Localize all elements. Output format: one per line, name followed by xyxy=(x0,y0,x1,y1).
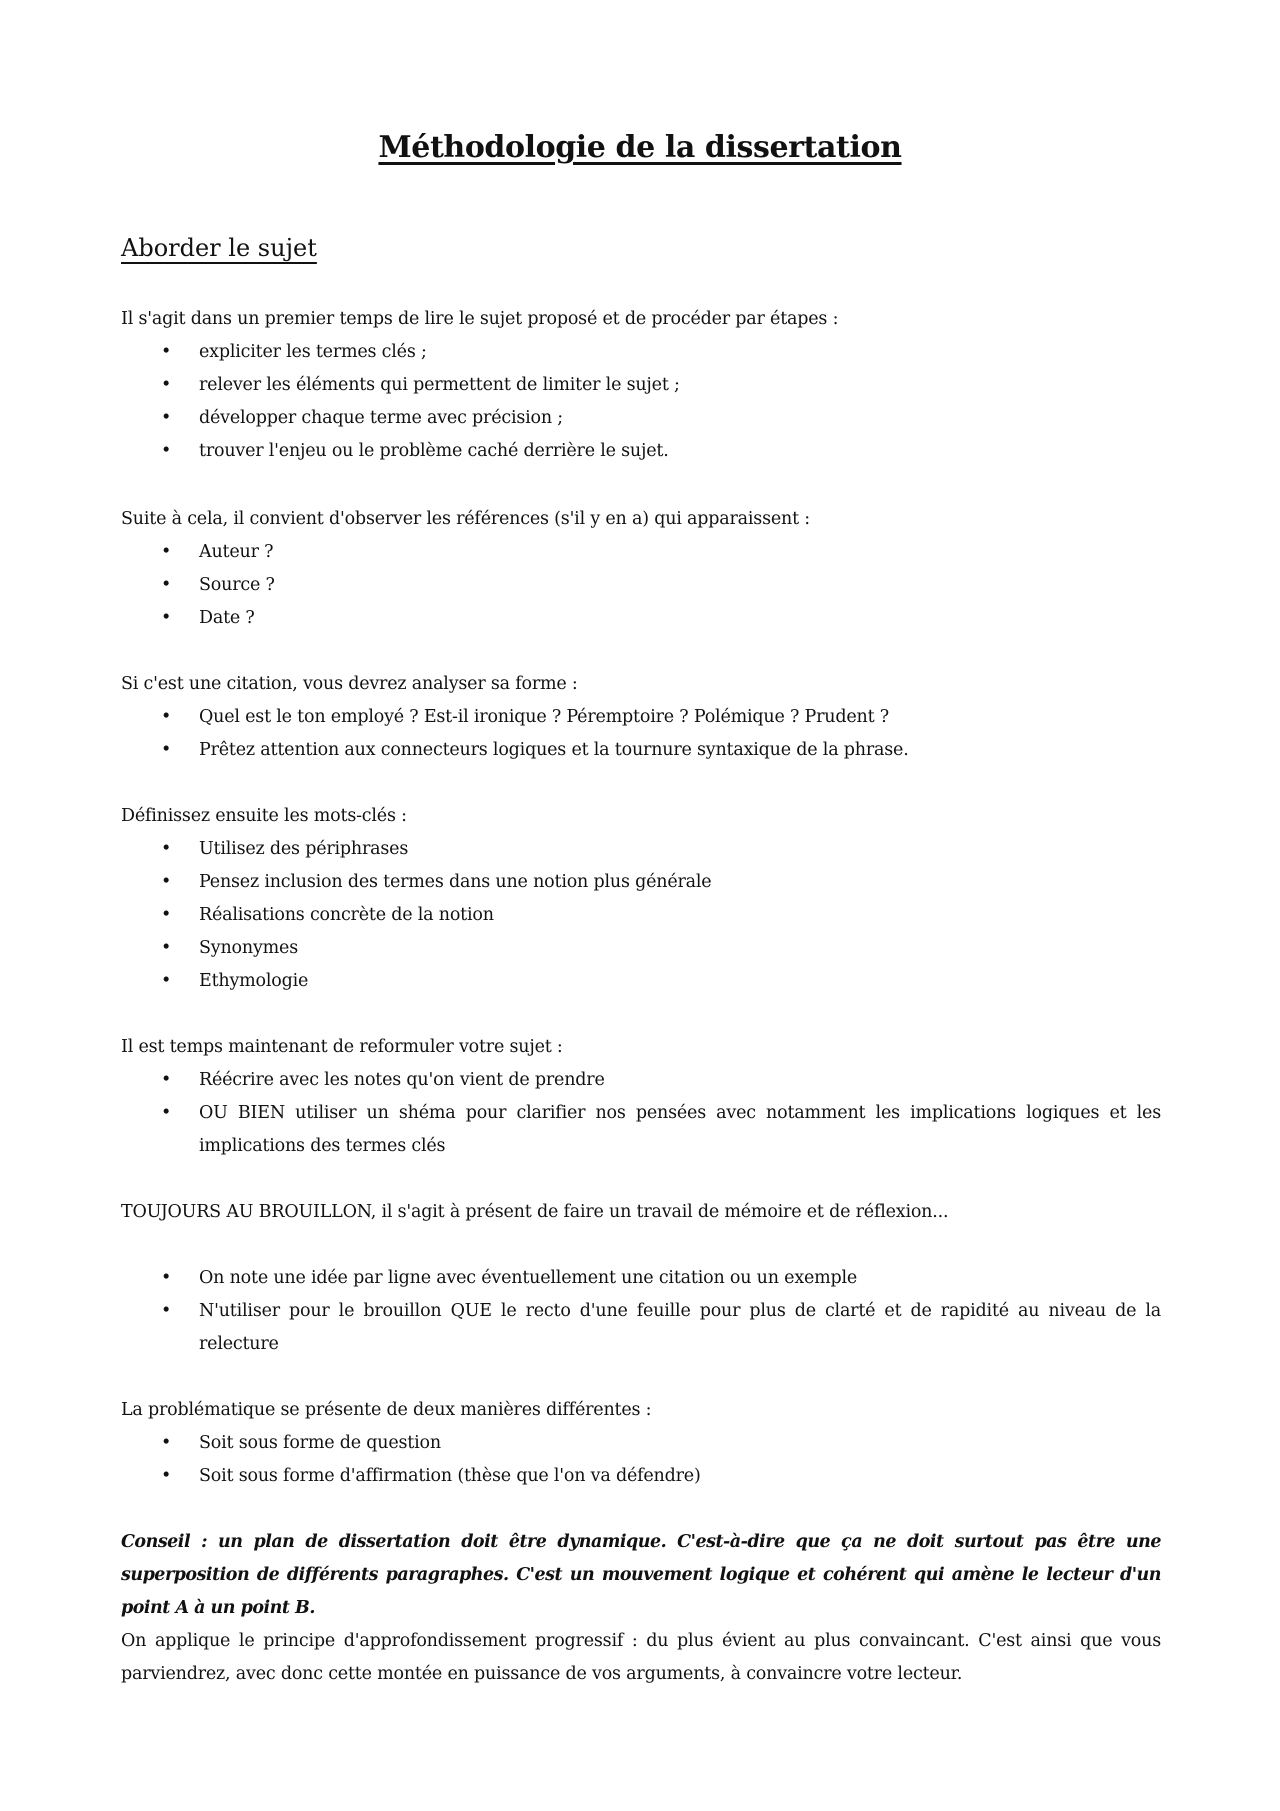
list-item: • Réalisations concrète de la notion xyxy=(121,899,1161,932)
list-item: • Date ? xyxy=(121,602,1161,635)
bullet-icon: • xyxy=(161,542,172,562)
closing-paragraph: On applique le principe d'approfondissement progressif : du plus évient au plus convaincant. C'est ainsi que vous parviendrez, avec donc cette montée en puissance de vos arguments, à convaincre votre lecteur. xyxy=(121,1631,1161,1684)
page-title-text: Méthodologie de la dissertation xyxy=(378,130,902,165)
bullet-icon: • xyxy=(161,938,172,958)
bullet-icon: • xyxy=(161,408,172,428)
block-intro: La problématique se présente de deux manières différentes : xyxy=(121,1400,652,1420)
bullet-icon: • xyxy=(161,608,172,628)
list-item: • Prêtez attention aux connecteurs logiques et la tournure syntaxique de la phrase. xyxy=(121,734,1161,767)
list-item: • Pensez inclusion des termes dans une notion plus générale xyxy=(121,866,1161,899)
block-reformuler xyxy=(121,1031,1161,1163)
block-intro: Définissez ensuite les mots-clés : xyxy=(121,806,407,826)
block-intro: Il est temps maintenant de reformuler votre sujet : xyxy=(121,1037,563,1057)
bullet-icon: • xyxy=(161,1466,172,1486)
list-item: • Ethymologie xyxy=(121,965,1161,998)
bullet-list xyxy=(121,701,1161,767)
list-item: • trouver l'enjeu ou le problème caché derrière le sujet. xyxy=(121,435,1161,468)
list-item: • Soit sous forme d'affirmation (thèse que l'on va défendre) xyxy=(121,1460,1161,1493)
bullet-icon: • xyxy=(161,342,172,362)
bullet-icon: • xyxy=(161,1268,172,1288)
bullet-list xyxy=(121,1262,1161,1361)
bullet-icon: • xyxy=(161,839,172,859)
bullet-icon: • xyxy=(161,375,172,395)
block-intro: Il s'agit dans un premier temps de lire le sujet proposé et de procéder par étapes : xyxy=(121,309,839,329)
block-brouillon xyxy=(121,1196,1161,1229)
block-intro: TOUJOURS AU BROUILLON, il s'agit à présent de faire un travail de mémoire et de réflexion... xyxy=(121,1202,949,1222)
bullet-list xyxy=(121,1427,1161,1493)
list-item: • N'utiliser pour le brouillon QUE le recto d'une feuille pour plus de clarté et de rapidité au niveau de la relecture xyxy=(121,1295,1161,1361)
block-mots-cles xyxy=(121,800,1161,998)
block-intro: Si c'est une citation, vous devrez analyser sa forme : xyxy=(121,674,578,694)
bullet-icon: • xyxy=(161,740,172,760)
block-problematique xyxy=(121,1394,1161,1493)
list-item: • Auteur ? xyxy=(121,536,1161,569)
list-item: • Quel est le ton employé ? Est-il ironique ? Péremptoire ? Polémique ? Prudent ? xyxy=(121,701,1161,734)
bullet-icon: • xyxy=(161,872,172,892)
bullet-list xyxy=(121,536,1161,635)
block-etapes xyxy=(121,303,1161,468)
list-item: • Soit sous forme de question xyxy=(121,1427,1161,1460)
block-citation xyxy=(121,668,1161,767)
bullet-icon: • xyxy=(161,971,172,991)
bullet-list xyxy=(121,336,1161,468)
list-item: • On note une idée par ligne avec éventuellement une citation ou un exemple xyxy=(121,1262,1161,1295)
section-heading: Aborder le sujet xyxy=(121,234,317,262)
list-item: • expliciter les termes clés ; xyxy=(121,336,1161,369)
list-item: • relever les éléments qui permettent de limiter le sujet ; xyxy=(121,369,1161,402)
bullet-icon: • xyxy=(161,1103,172,1123)
bullet-icon: • xyxy=(161,707,172,727)
bullet-icon: • xyxy=(161,1070,172,1090)
bullet-icon: • xyxy=(161,441,172,461)
block-brouillon-list xyxy=(121,1262,1161,1361)
list-item: • Source ? xyxy=(121,569,1161,602)
bullet-list xyxy=(121,1064,1161,1163)
bullet-list xyxy=(121,833,1161,998)
bullet-icon: • xyxy=(161,575,172,595)
bullet-icon: • xyxy=(161,1433,172,1453)
list-item: • développer chaque terme avec précision ; xyxy=(121,402,1161,435)
list-item: • Utilisez des périphrases xyxy=(121,833,1161,866)
block-references xyxy=(121,503,1161,635)
bullet-icon: • xyxy=(161,905,172,925)
list-item: • Réécrire avec les notes qu'on vient de prendre xyxy=(121,1064,1161,1097)
block-intro: Suite à cela, il convient d'observer les références (s'il y en a) qui apparaissent : xyxy=(121,509,810,529)
bullet-icon: • xyxy=(161,1301,172,1321)
list-item: • Synonymes xyxy=(121,932,1161,965)
advice-paragraph: Conseil : un plan de dissertation doit être dynamique. C'est-à-dire que ça ne doit surtout pas être une superposition de différents paragraphes. C'est un mouvement logique et cohérent qui amène le lecteur d'un point A à un point B. xyxy=(121,1532,1161,1618)
page-title xyxy=(0,128,1280,168)
list-item: • OU BIEN utiliser un shéma pour clarifier nos pensées avec notamment les implications logiques et les implications des termes clés xyxy=(121,1097,1161,1163)
